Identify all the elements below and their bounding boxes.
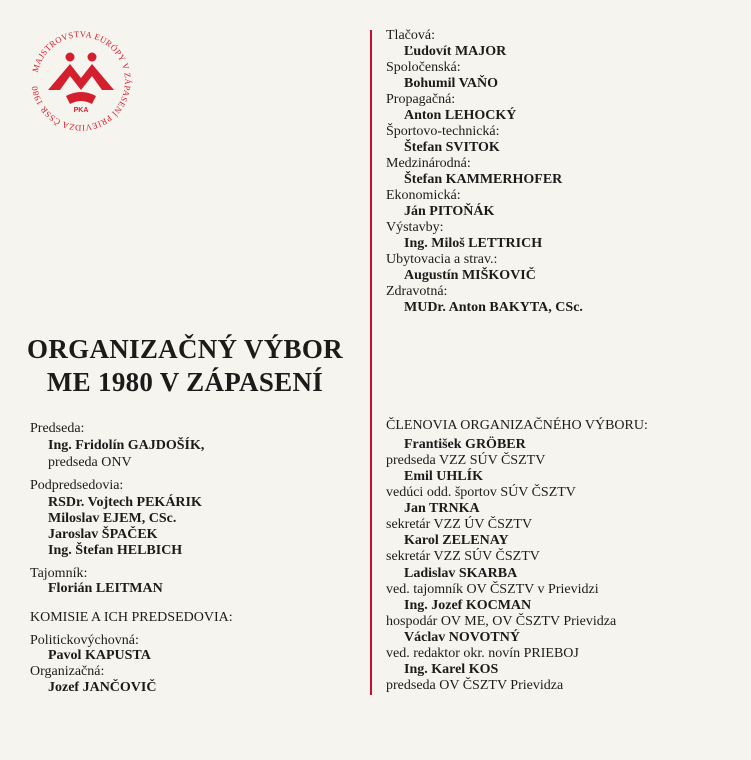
member-role: sekretár VZZ ÚV ČSZTV [386, 517, 533, 532]
commission-label: Tlačová: [386, 28, 435, 43]
commission-label: Ekonomická: [386, 188, 461, 203]
logo-inner-text: PKA [73, 107, 89, 114]
commission-label: Ubytovacia a strav.: [386, 252, 498, 267]
member-role: hospodár OV ME, OV ČSZTV Prievidza [386, 614, 617, 629]
commission-label: Medzinárodná: [386, 156, 471, 171]
page-title: ORGANIZAČNÝ VÝBOR [27, 334, 343, 364]
member-name: Emil UHLÍK [404, 469, 483, 484]
commission-label: Propagačná: [386, 92, 456, 107]
championship-logo [26, 26, 136, 136]
commission-chair: Anton LEHOCKÝ [404, 108, 517, 123]
commission-chair: Ján PITOŇÁK [404, 204, 495, 219]
secretary-label: Tajomník: [30, 566, 88, 581]
member-name: Ladislav SKARBA [404, 566, 518, 581]
vice-chair-name: Jaroslav ŠPAČEK [48, 527, 158, 542]
member-name: Ing. Jozef KOCMAN [404, 598, 532, 613]
commission-chair: Ľudovít MAJOR [404, 44, 507, 59]
member-role: ved. redaktor okr. novín PRIEBOJ [386, 646, 579, 661]
column-divider [370, 30, 372, 695]
secretary-name: Florián LEITMAN [48, 581, 163, 596]
commission-label: Politickovýchovná: [30, 633, 139, 648]
commissions-heading: KOMISIE A ICH PREDSEDOVIA: [30, 610, 233, 625]
member-role: vedúci odd. športov SÚV ČSZTV [386, 485, 576, 500]
vice-chair-name: Miloslav EJEM, CSc. [48, 511, 177, 526]
member-name: Václav NOVOTNÝ [404, 630, 520, 645]
commission-chair: Jozef JANČOVIČ [48, 680, 157, 695]
member-name: František GRÖBER [404, 437, 526, 452]
member-name: Ing. Karel KOS [404, 662, 499, 677]
member-name: Karol ZELENAY [404, 533, 509, 548]
vice-chairs-label: Podpredsedovia: [30, 478, 124, 493]
commission-chair: Ing. Miloš LETTRICH [404, 236, 543, 251]
member-role: predseda VZZ SÚV ČSZTV [386, 453, 546, 468]
commission-label: Výstavby: [386, 220, 444, 235]
commission-chair: Štefan KAMMERHOFER [404, 172, 563, 187]
member-name: Jan TRNKA [404, 501, 480, 516]
commission-label: Spoločenská: [386, 60, 461, 75]
chair-label: Predseda: [30, 421, 85, 436]
vice-chair-name: RSDr. Vojtech PEKÁRIK [48, 495, 202, 510]
chair-name: Ing. Fridolín GAJDOŠÍK, [48, 438, 205, 453]
commission-label: Zdravotná: [386, 284, 448, 299]
commission-label: Športovo-technická: [386, 124, 500, 139]
commission-chair: Augustín MIŠKOVIČ [404, 268, 536, 283]
member-role: sekretár VZZ SÚV ČSZTV [386, 549, 540, 564]
commission-chair: MUDr. Anton BAKYTA, CSc. [404, 300, 583, 315]
commission-chair: Štefan SVITOK [404, 140, 500, 155]
commission-label: Organizačná: [30, 664, 105, 679]
member-role: ved. tajomník OV ČSZTV v Prievidzi [386, 582, 599, 597]
member-role: predseda OV ČSZTV Prievidza [386, 678, 564, 693]
commission-chair: Bohumil VAŇO [404, 76, 499, 91]
chair-role: predseda ONV [48, 455, 132, 470]
members-heading: ČLENOVIA ORGANIZAČNÉHO VÝBORU: [386, 418, 648, 433]
commission-chair: Pavol KAPUSTA [48, 648, 151, 663]
logo-ring-text: MAJSTROVSTVA EURÓPY V ZÁPASENÍ PRIEVIDZA ČSSR 1980 [29, 28, 134, 134]
vice-chair-name: Ing. Štefan HELBICH [48, 543, 183, 558]
page-subtitle: ME 1980 V ZÁPASENÍ [46, 367, 324, 397]
